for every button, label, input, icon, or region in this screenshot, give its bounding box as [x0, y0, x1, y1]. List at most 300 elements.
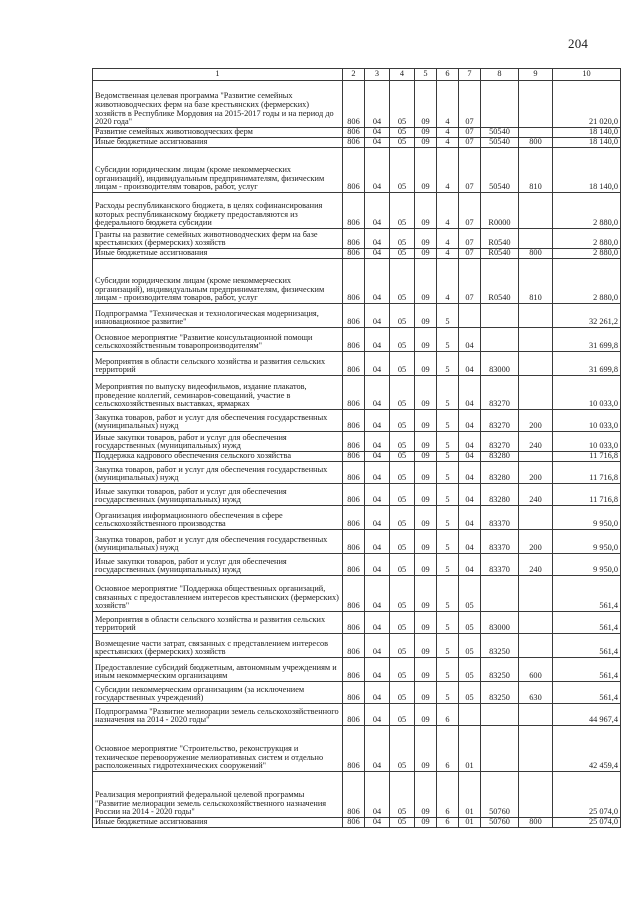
amount: 10 033,0	[553, 432, 621, 452]
amount: 31 699,8	[553, 352, 621, 376]
column-header: 9	[519, 69, 553, 81]
measure-code: 04	[459, 506, 481, 530]
program-code: 09	[415, 432, 437, 452]
subsection-code: 05	[390, 554, 415, 576]
row-name: Основное мероприятие "Поддержка общественных организаций, связанных с предоставлением интересов крестьянских (фермерских) хозяйств"	[93, 576, 343, 612]
expense-type-code: 200	[519, 462, 553, 484]
section-code: 04	[365, 452, 390, 462]
amount: 561,4	[553, 634, 621, 658]
measure-code: 04	[459, 328, 481, 352]
measure-code: 04	[459, 530, 481, 554]
direction-code: 83280	[481, 462, 519, 484]
table-row	[93, 352, 621, 376]
gov-code: 806	[343, 304, 365, 328]
expense-type-code: 240	[519, 432, 553, 452]
subsection-code: 05	[390, 432, 415, 452]
program-code: 09	[415, 634, 437, 658]
measure-code: 07	[459, 138, 481, 148]
row-name: Мероприятия в области сельского хозяйства и развития сельских территорий	[93, 612, 343, 634]
section-code: 04	[365, 376, 390, 410]
row-name: Иные бюджетные ассигнования	[93, 818, 343, 828]
amount: 2 880,0	[553, 229, 621, 249]
program-code: 09	[415, 554, 437, 576]
program-code: 09	[415, 658, 437, 682]
direction-code: 83370	[481, 506, 519, 530]
section-code: 04	[365, 249, 390, 259]
table-row	[93, 304, 621, 328]
section-code: 04	[365, 410, 390, 432]
expense-type-code	[519, 452, 553, 462]
subsection-code: 05	[390, 818, 415, 828]
row-name: Закупка товаров, работ и услуг для обеспечения государственных (муниципальных) нужд	[93, 462, 343, 484]
expense-type-code	[519, 304, 553, 328]
table-row	[93, 81, 621, 128]
expense-type-code	[519, 576, 553, 612]
section-code: 04	[365, 612, 390, 634]
measure-code: 04	[459, 554, 481, 576]
direction-code: 83280	[481, 484, 519, 506]
measure-code: 05	[459, 682, 481, 704]
gov-code: 806	[343, 658, 365, 682]
section-code: 04	[365, 634, 390, 658]
expense-type-code: 200	[519, 410, 553, 432]
row-name: Предоставление субсидий бюджетным, автономным учреждениям и иным некоммерческим организациям	[93, 658, 343, 682]
amount: 32 261,2	[553, 304, 621, 328]
subsection-code: 05	[390, 658, 415, 682]
column-header: 7	[459, 69, 481, 81]
subsection-code: 05	[390, 304, 415, 328]
gov-code: 806	[343, 484, 365, 506]
row-name: Мероприятия в области сельского хозяйства и развития сельских территорий	[93, 352, 343, 376]
row-name: Закупка товаров, работ и услуг для обеспечения государственных (муниципальных) нужд	[93, 410, 343, 432]
subprogram-code: 4	[437, 259, 459, 304]
direction-code: 83000	[481, 612, 519, 634]
table-row	[93, 658, 621, 682]
section-code: 04	[365, 658, 390, 682]
section-code: 04	[365, 726, 390, 772]
program-code: 09	[415, 726, 437, 772]
row-name: Поддержка кадрового обеспечения сельского хозяйства	[93, 452, 343, 462]
expense-type-code	[519, 328, 553, 352]
section-code: 04	[365, 506, 390, 530]
subprogram-code: 5	[437, 658, 459, 682]
program-code: 09	[415, 193, 437, 229]
program-code: 09	[415, 128, 437, 138]
expense-type-code	[519, 772, 553, 818]
gov-code: 806	[343, 576, 365, 612]
subsection-code: 05	[390, 352, 415, 376]
gov-code: 806	[343, 682, 365, 704]
amount: 18 140,0	[553, 128, 621, 138]
subprogram-code: 4	[437, 229, 459, 249]
section-code: 04	[365, 530, 390, 554]
table-row	[93, 128, 621, 138]
subprogram-code: 5	[437, 432, 459, 452]
expense-type-code	[519, 634, 553, 658]
column-header: 3	[365, 69, 390, 81]
table-row	[93, 432, 621, 452]
gov-code: 806	[343, 81, 365, 128]
amount: 2 880,0	[553, 249, 621, 259]
amount: 561,4	[553, 658, 621, 682]
subprogram-code: 5	[437, 576, 459, 612]
row-name: Иные бюджетные ассигнования	[93, 138, 343, 148]
expense-type-code	[519, 376, 553, 410]
column-header: 2	[343, 69, 365, 81]
amount: 10 033,0	[553, 376, 621, 410]
expense-type-code: 800	[519, 818, 553, 828]
subprogram-code: 5	[437, 484, 459, 506]
amount: 9 950,0	[553, 530, 621, 554]
direction-code: 50760	[481, 772, 519, 818]
subsection-code: 05	[390, 193, 415, 229]
direction-code: 83280	[481, 452, 519, 462]
direction-code	[481, 726, 519, 772]
row-name: Расходы республиканского бюджета, в целях софинансирования которых республиканскому бюджету предоставляются из федерального бюджета субсидии	[93, 193, 343, 229]
amount: 18 140,0	[553, 148, 621, 193]
amount: 561,4	[553, 612, 621, 634]
section-code: 04	[365, 229, 390, 249]
gov-code: 806	[343, 554, 365, 576]
expense-type-code: 240	[519, 554, 553, 576]
row-name: Гранты на развитие семейных животноводческих ферм на базе крестьянских (фермерских) хозяйств	[93, 229, 343, 249]
subsection-code: 05	[390, 376, 415, 410]
measure-code: 04	[459, 462, 481, 484]
subsection-code: 05	[390, 484, 415, 506]
page-number: 204	[568, 36, 589, 51]
measure-code: 04	[459, 352, 481, 376]
gov-code: 806	[343, 328, 365, 352]
direction-code: 83270	[481, 410, 519, 432]
column-header: 1	[93, 69, 343, 81]
subsection-code: 05	[390, 81, 415, 128]
column-header: 6	[437, 69, 459, 81]
section-code: 04	[365, 462, 390, 484]
gov-code: 806	[343, 462, 365, 484]
section-code: 04	[365, 818, 390, 828]
subsection-code: 05	[390, 128, 415, 138]
expense-type-code: 810	[519, 259, 553, 304]
section-code: 04	[365, 772, 390, 818]
table-row	[93, 462, 621, 484]
amount: 10 033,0	[553, 410, 621, 432]
amount: 2 880,0	[553, 193, 621, 229]
gov-code: 806	[343, 432, 365, 452]
direction-code: 83250	[481, 682, 519, 704]
subprogram-code: 5	[437, 410, 459, 432]
expense-type-code	[519, 726, 553, 772]
direction-code: 83370	[481, 530, 519, 554]
measure-code	[459, 704, 481, 726]
expense-type-code: 800	[519, 138, 553, 148]
amount: 21 020,0	[553, 81, 621, 128]
amount: 561,4	[553, 576, 621, 612]
subprogram-code: 4	[437, 193, 459, 229]
table-row	[93, 612, 621, 634]
subprogram-code: 5	[437, 328, 459, 352]
table-row	[93, 634, 621, 658]
row-name: Иные бюджетные ассигнования	[93, 249, 343, 259]
section-code: 04	[365, 682, 390, 704]
row-name: Подпрограмма "Техническая и технологическая модернизация, инновационное развитие"	[93, 304, 343, 328]
direction-code	[481, 576, 519, 612]
program-code: 09	[415, 452, 437, 462]
row-name: Закупка товаров, работ и услуг для обеспечения государственных (муниципальных) нужд	[93, 530, 343, 554]
subsection-code: 05	[390, 726, 415, 772]
subprogram-code: 6	[437, 818, 459, 828]
measure-code: 07	[459, 259, 481, 304]
row-name: Субсидии некоммерческим организациям (за исключением государственных учреждений)	[93, 682, 343, 704]
section-code: 04	[365, 193, 390, 229]
gov-code: 806	[343, 193, 365, 229]
table-row	[93, 576, 621, 612]
section-code: 04	[365, 304, 390, 328]
gov-code: 806	[343, 138, 365, 148]
table-row	[93, 376, 621, 410]
section-code: 04	[365, 81, 390, 128]
amount: 2 880,0	[553, 259, 621, 304]
gov-code: 806	[343, 259, 365, 304]
direction-code	[481, 81, 519, 128]
subprogram-code: 5	[437, 304, 459, 328]
program-code: 09	[415, 772, 437, 818]
program-code: 09	[415, 352, 437, 376]
program-code: 09	[415, 376, 437, 410]
subprogram-code: 5	[437, 530, 459, 554]
program-code: 09	[415, 576, 437, 612]
measure-code: 05	[459, 612, 481, 634]
amount: 25 074,0	[553, 818, 621, 828]
measure-code: 04	[459, 484, 481, 506]
expense-type-code: 800	[519, 249, 553, 259]
program-code: 09	[415, 530, 437, 554]
program-code: 09	[415, 259, 437, 304]
row-name: Иные закупки товаров, работ и услуг для обеспечения государственных (муниципальных) нужд	[93, 432, 343, 452]
direction-code: 83250	[481, 658, 519, 682]
measure-code: 07	[459, 81, 481, 128]
subprogram-code: 5	[437, 506, 459, 530]
row-name: Ведомственная целевая программа "Развитие семейных животноводческих ферм на базе крестьянских (фермерских) хозяйств в Республике Мордовия на 2015-2017 годы и на период до 2020 года"	[93, 81, 343, 128]
table-row	[93, 530, 621, 554]
subsection-code: 05	[390, 772, 415, 818]
expense-type-code	[519, 81, 553, 128]
subsection-code: 05	[390, 328, 415, 352]
subprogram-code: 4	[437, 249, 459, 259]
section-code: 04	[365, 138, 390, 148]
gov-code: 806	[343, 376, 365, 410]
program-code: 09	[415, 818, 437, 828]
gov-code: 806	[343, 128, 365, 138]
direction-code: 83370	[481, 554, 519, 576]
amount: 11 716,8	[553, 484, 621, 506]
gov-code: 806	[343, 506, 365, 530]
table-row	[93, 148, 621, 193]
subprogram-code: 6	[437, 772, 459, 818]
table-row	[93, 452, 621, 462]
expense-type-code	[519, 193, 553, 229]
subprogram-code: 5	[437, 462, 459, 484]
table-row	[93, 682, 621, 704]
table-row	[93, 138, 621, 148]
subsection-code: 05	[390, 576, 415, 612]
expense-type-code	[519, 506, 553, 530]
expense-type-code	[519, 229, 553, 249]
section-code: 04	[365, 484, 390, 506]
subprogram-code: 5	[437, 452, 459, 462]
program-code: 09	[415, 704, 437, 726]
expense-type-code	[519, 704, 553, 726]
amount: 11 716,8	[553, 452, 621, 462]
subprogram-code: 5	[437, 612, 459, 634]
measure-code: 07	[459, 148, 481, 193]
program-code: 09	[415, 81, 437, 128]
table-row	[93, 772, 621, 818]
subsection-code: 05	[390, 259, 415, 304]
subsection-code: 05	[390, 612, 415, 634]
measure-code: 01	[459, 772, 481, 818]
subsection-code: 05	[390, 452, 415, 462]
column-header: 4	[390, 69, 415, 81]
amount: 9 950,0	[553, 554, 621, 576]
subsection-code: 05	[390, 462, 415, 484]
budget-table	[92, 68, 621, 828]
measure-code: 07	[459, 249, 481, 259]
row-name: Мероприятия по выпуску видеофильмов, издание плакатов, проведение коллегий, семинаров-совещаний, участие в сельскохозяйственных выставках, ярмарках	[93, 376, 343, 410]
amount: 44 967,4	[553, 704, 621, 726]
program-code: 09	[415, 462, 437, 484]
table-row	[93, 484, 621, 506]
table-row	[93, 818, 621, 828]
subsection-code: 05	[390, 138, 415, 148]
gov-code: 806	[343, 818, 365, 828]
measure-code: 07	[459, 193, 481, 229]
header-row	[93, 69, 621, 81]
expense-type-code: 240	[519, 484, 553, 506]
measure-code: 04	[459, 376, 481, 410]
direction-code: R0540	[481, 229, 519, 249]
section-code: 04	[365, 128, 390, 138]
measure-code: 05	[459, 576, 481, 612]
direction-code: 83250	[481, 634, 519, 658]
program-code: 09	[415, 484, 437, 506]
column-header: 5	[415, 69, 437, 81]
table-body	[93, 81, 621, 828]
row-name: Иные закупки товаров, работ и услуг для обеспечения государственных (муниципальных) нужд	[93, 554, 343, 576]
program-code: 09	[415, 229, 437, 249]
section-code: 04	[365, 148, 390, 193]
subsection-code: 05	[390, 506, 415, 530]
section-code: 04	[365, 576, 390, 612]
subsection-code: 05	[390, 410, 415, 432]
amount: 42 459,4	[553, 726, 621, 772]
subprogram-code: 6	[437, 704, 459, 726]
gov-code: 806	[343, 612, 365, 634]
measure-code: 04	[459, 452, 481, 462]
row-name: Субсидии юридическим лицам (кроме некоммерческих организаций), индивидуальным предпринимателям, физическим лицам - производителям товаров, работ, услуг	[93, 148, 343, 193]
direction-code: 83000	[481, 352, 519, 376]
subprogram-code: 4	[437, 148, 459, 193]
row-name: Организация информационного обеспечения в сфере сельскохозяйственного производства	[93, 506, 343, 530]
section-code: 04	[365, 554, 390, 576]
subprogram-code: 5	[437, 634, 459, 658]
program-code: 09	[415, 304, 437, 328]
expense-type-code	[519, 352, 553, 376]
row-name: Субсидии юридическим лицам (кроме некоммерческих организаций), индивидуальным предпринимателям, физическим лицам - производителям товаров, работ, услуг	[93, 259, 343, 304]
subprogram-code: 5	[437, 682, 459, 704]
section-code: 04	[365, 328, 390, 352]
table-row	[93, 410, 621, 432]
expense-type-code	[519, 128, 553, 138]
table-row	[93, 229, 621, 249]
gov-code: 806	[343, 148, 365, 193]
gov-code: 806	[343, 410, 365, 432]
table-row	[93, 249, 621, 259]
gov-code: 806	[343, 229, 365, 249]
subprogram-code: 4	[437, 138, 459, 148]
measure-code: 05	[459, 634, 481, 658]
measure-code: 01	[459, 818, 481, 828]
direction-code: 50540	[481, 148, 519, 193]
subsection-code: 05	[390, 148, 415, 193]
gov-code: 806	[343, 452, 365, 462]
gov-code: 806	[343, 530, 365, 554]
direction-code	[481, 304, 519, 328]
direction-code: 83270	[481, 376, 519, 410]
program-code: 09	[415, 328, 437, 352]
direction-code	[481, 704, 519, 726]
row-name: Возмещение части затрат, связанных с представлением интересов крестьянских (фермерских) хозяйств	[93, 634, 343, 658]
subprogram-code: 5	[437, 376, 459, 410]
program-code: 09	[415, 249, 437, 259]
measure-code: 05	[459, 658, 481, 682]
column-header: 10	[553, 69, 621, 81]
direction-code: 50540	[481, 128, 519, 138]
subsection-code: 05	[390, 229, 415, 249]
direction-code: R0540	[481, 249, 519, 259]
section-code: 04	[365, 259, 390, 304]
expense-type-code: 200	[519, 530, 553, 554]
subprogram-code: 6	[437, 726, 459, 772]
table-row	[93, 704, 621, 726]
column-header: 8	[481, 69, 519, 81]
subsection-code: 05	[390, 634, 415, 658]
direction-code: 50540	[481, 138, 519, 148]
gov-code: 806	[343, 772, 365, 818]
amount: 11 716,8	[553, 462, 621, 484]
program-code: 09	[415, 138, 437, 148]
table-row	[93, 328, 621, 352]
measure-code: 04	[459, 410, 481, 432]
row-name: Подпрограмма "Развитие мелиорации земель сельскохозяйственного назначения на 2014 - 2020 годы"	[93, 704, 343, 726]
subprogram-code: 4	[437, 128, 459, 138]
direction-code: 50760	[481, 818, 519, 828]
gov-code: 806	[343, 726, 365, 772]
gov-code: 806	[343, 249, 365, 259]
table-row	[93, 726, 621, 772]
amount: 31 699,8	[553, 328, 621, 352]
row-name: Развитие семейных животноводческих ферм	[93, 128, 343, 138]
subprogram-code: 5	[437, 352, 459, 376]
table-row	[93, 193, 621, 229]
measure-code: 07	[459, 229, 481, 249]
expense-type-code: 630	[519, 682, 553, 704]
subprogram-code: 5	[437, 554, 459, 576]
measure-code	[459, 304, 481, 328]
subsection-code: 05	[390, 704, 415, 726]
program-code: 09	[415, 148, 437, 193]
amount: 25 074,0	[553, 772, 621, 818]
program-code: 09	[415, 612, 437, 634]
